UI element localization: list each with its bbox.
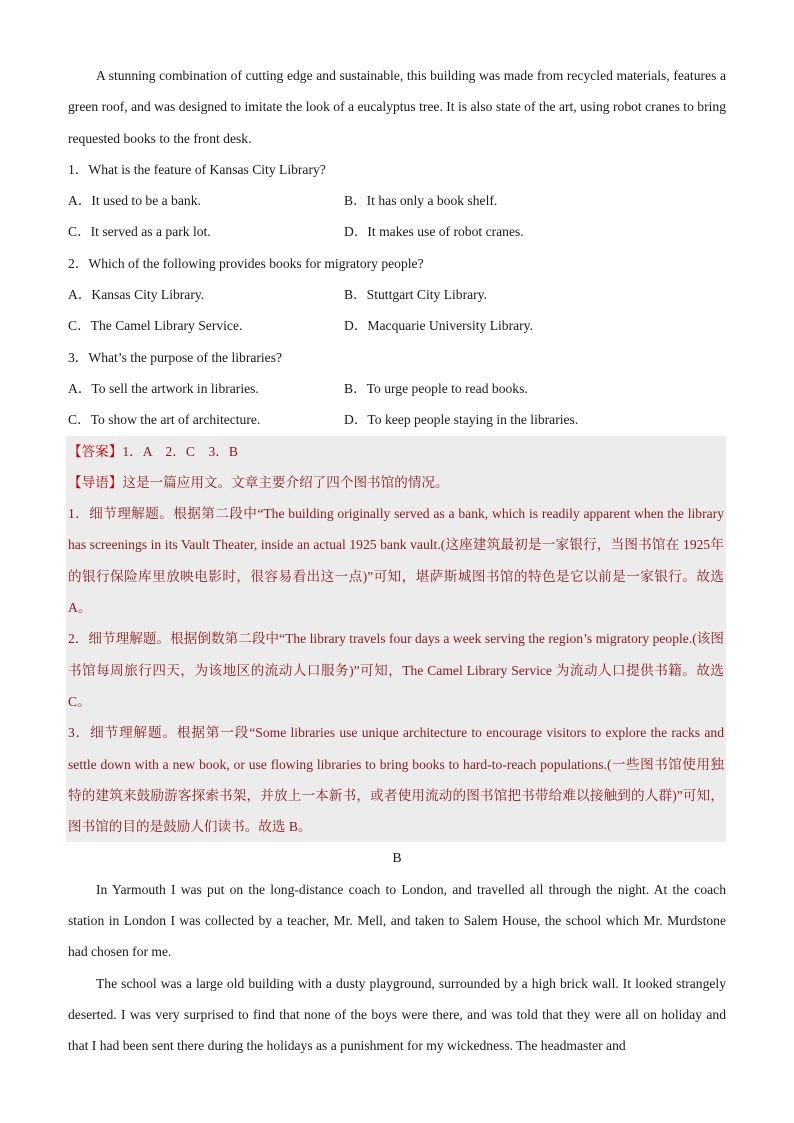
- question-2-stem: 2．Which of the following provides books for migratory people?: [68, 255, 424, 271]
- question-3-options-row-2: [68, 404, 726, 435]
- q3-option-c: C．To show the art of architecture.: [68, 412, 261, 428]
- guide-tag: 【导语】: [68, 474, 123, 490]
- explanation-3: 3．细节理解题。根据第一段“Some libraries use unique architecture to encourage visitors to explore the racks and settle down with a new book, or use flowing libraries to bring books to hard-to-reach populations.(一些图书馆使用独特的建筑来鼓励游客探索书架，并放上一本新书，或者使用流动的图书馆把书带给难以接触到的人群)”可知，图书馆的目的是鼓励人们读书。故选 B。: [68, 725, 724, 835]
- answer-line: [68, 436, 724, 467]
- q1-option-a: A．It used to be a bank.: [68, 193, 201, 209]
- question-3-options-row-1: [68, 373, 726, 404]
- explanation-2: 2．细节理解题。根据倒数第二段中“The library travels four days a week serving the region’s migratory people.(该图书馆每周旅行四天，为该地区的流动人口服务)”可知，The Camel Library Service 为流动人口提供书籍。故选 C。: [68, 631, 724, 709]
- answer-text: 1．A 2．C 3．B: [122, 443, 238, 459]
- q3-option-d: D．To keep people staying in the libraries.: [344, 412, 579, 428]
- question-1-options-row-1: [68, 185, 726, 216]
- guide-line: [68, 467, 724, 498]
- section-b-label: B: [392, 850, 402, 866]
- answer-section: [66, 436, 726, 843]
- q2-option-c: C．The Camel Library Service.: [68, 318, 243, 334]
- q3-option-b: B．To urge people to read books.: [344, 380, 528, 396]
- question-3-stem: 3．What’s the purpose of the libraries?: [68, 349, 283, 365]
- document-page: [68, 60, 726, 1062]
- answer-tag: 【答案】: [68, 443, 123, 459]
- q3-option-a: A．To sell the artwork in libraries.: [68, 380, 259, 396]
- q1-option-d: D．It makes use of robot cranes.: [344, 224, 524, 240]
- q1-option-c: C．It served as a park lot.: [68, 224, 211, 240]
- question-2-options-row-2: [68, 310, 726, 341]
- intro-paragraph: A stunning combination of cutting edge and sustainable, this building was made from recycled materials, features a green roof, and was designed to imitate the look of a eucalyptus tree. It is also state of the art, using robot cranes to bring requested books to the front desk.: [68, 68, 726, 146]
- guide-text: 这是一篇应用文。文章主要介绍了四个图书馆的情况。: [122, 474, 449, 490]
- question-1-stem: 1．What is the feature of Kansas City Library?: [68, 161, 326, 177]
- explanation-1: 1．细节理解题。根据第二段中“The building originally served as a bank, which is readily apparent when the library has screenings in its Vault Theater, inside an actual 1925 bank vault.(这座建筑最初是一家银行，当图书馆在 1925年的银行保险库里放映电影时，很容易看出这一点)”可知，堪萨斯城图书馆的特色是它以前是一家银行。故选 A。: [68, 506, 724, 616]
- section-b-paragraph-1: In Yarmouth I was put on the long-distance coach to London, and travelled all through the night. At the coach station in London I was collected by a teacher, Mr. Mell, and taken to Salem House, the school which Mr. Murdstone had chosen for me.: [68, 881, 726, 960]
- section-b-paragraph-2: The school was a large old building with a dusty playground, surrounded by a high brick wall. It looked strangely deserted. I was very surprised to find that none of the boys were there, and was told that they were all on holiday and that I had been sent there during the holidays as a punishment for my wickedness. The headmaster and: [68, 975, 726, 1054]
- question-2-options-row-1: [68, 279, 726, 310]
- q2-option-a: A．Kansas City Library.: [68, 287, 205, 303]
- q2-option-d: D．Macquarie University Library.: [344, 318, 533, 334]
- q1-option-b: B．It has only a book shelf.: [344, 193, 498, 209]
- q2-option-b: B．Stuttgart City Library.: [344, 287, 487, 303]
- question-1-options-row-2: [68, 216, 726, 247]
